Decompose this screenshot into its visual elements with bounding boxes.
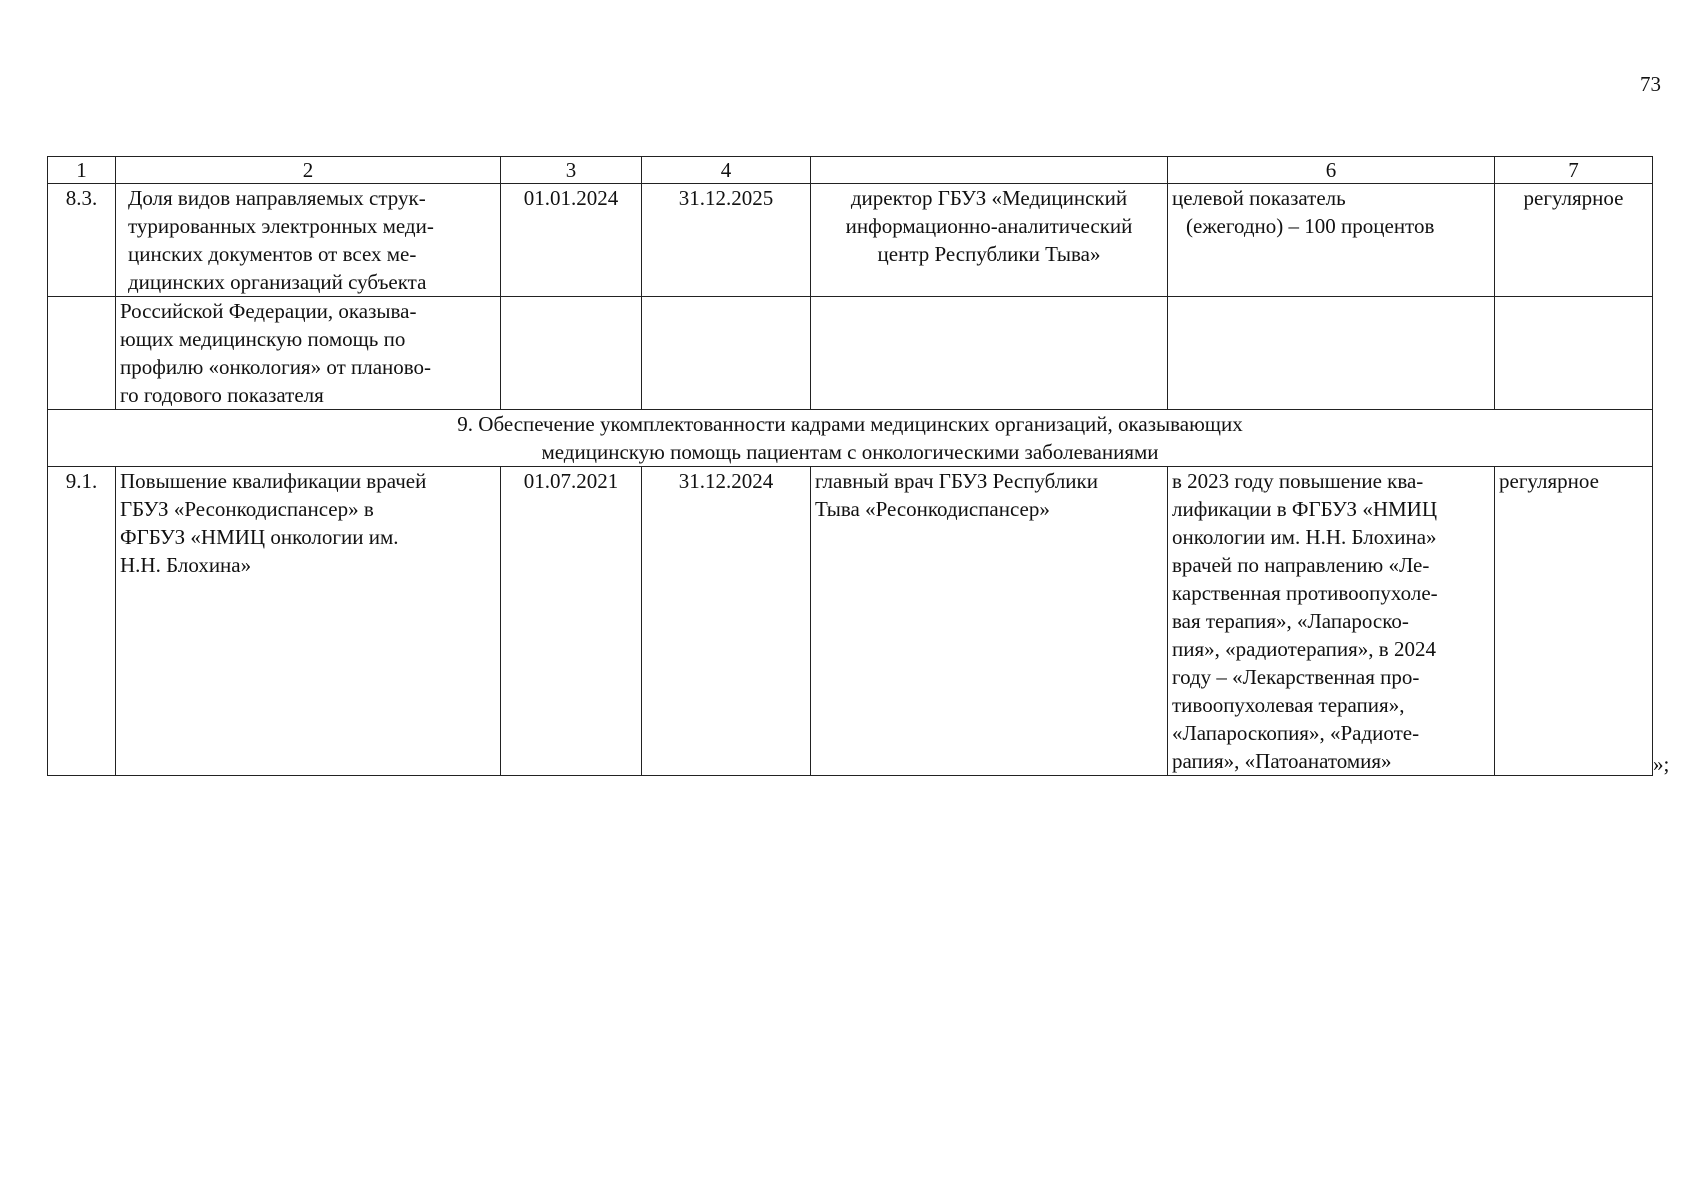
section-heading: 9. Обеспечение укомплектованности кадрами медицинских организаций, оказывающих медицинскую помощь пациентам с онкологическими заболеваниями [48,410,1653,467]
end-date: 31.12.2025 [642,184,811,297]
empty-cell [501,297,642,410]
measure-type: регулярное [1495,184,1653,297]
section-heading-row [48,410,1653,467]
empty-cell [811,297,1168,410]
measure-name: Повышение квалификации врачей ГБУЗ «Ресонкодиспансер» в ФГБУЗ «НМИЦ онкологии им. Н.Н. Блохина» [116,467,501,776]
table-row-8-3 [48,184,1653,297]
responsible-person: главный врач ГБУЗ Республики Тыва «Ресонкодиспансер» [811,467,1168,776]
column-header-1: 1 [48,157,116,184]
row-number: 8.3. [48,184,116,297]
expected-result: в 2023 году повышение ква- лификации в ФГБУЗ «НМИЦ онкологии им. Н.Н. Блохина» врачей по направлению «Ле- карственная противоопухоле- вая терапия», «Лапароско- пия», «радиотерапия», в 2024 году – «Лекарственная про- тивоопухолевая терапия», «Лапароскопия», «Радиоте- рапия», «Патоанатомия» [1168,467,1495,776]
responsible-person: директор ГБУЗ «Медицинский информационно-аналитический центр Республики Тыва» [811,184,1168,297]
column-header-3: 3 [501,157,642,184]
empty-cell [48,297,116,410]
empty-cell [642,297,811,410]
plan-table [47,156,1653,776]
empty-cell [1168,297,1495,410]
end-date: 31.12.2024 [642,467,811,776]
row-number: 9.1. [48,467,116,776]
start-date: 01.07.2021 [501,467,642,776]
column-header-5 [811,157,1168,184]
page-number: 73 [1640,72,1661,96]
column-header-2: 2 [116,157,501,184]
measure-name: Доля видов направляемых струк- турированных электронных меди- цинских документов от всех ме- дицинских организаций субъекта [116,184,501,297]
start-date: 01.01.2024 [501,184,642,297]
expected-result: целевой показатель (ежегодно) – 100 процентов [1168,184,1495,297]
closing-quote-mark: »; [1653,752,1670,776]
measure-type: регулярное [1495,467,1653,776]
empty-cell [1495,297,1653,410]
column-number-row [48,157,1653,184]
table-row-8-3-continued [48,297,1653,410]
column-header-4: 4 [642,157,811,184]
column-header-7: 7 [1495,157,1653,184]
measure-name-continued: Российской Федерации, оказыва- ющих медицинскую помощь по профилю «онкология» от планово- го годового показателя [116,297,501,410]
table-row-9-1 [48,467,1653,776]
column-header-6: 6 [1168,157,1495,184]
